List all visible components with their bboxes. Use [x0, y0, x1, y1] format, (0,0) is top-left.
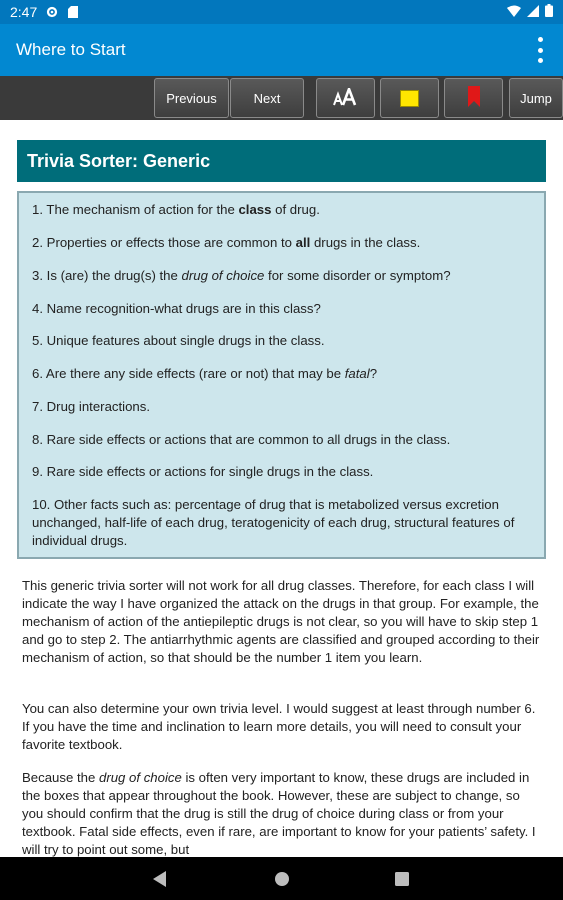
- bookmark-icon: [467, 86, 481, 111]
- note-icon: [400, 90, 419, 107]
- next-button[interactable]: Next: [230, 78, 304, 118]
- trivia-item: 1. The mechanism of action for the class of drug.: [32, 202, 320, 217]
- body-paragraph: Because the drug of choice is often very important to know, these drugs are included in the boxes that appear throughout the book. However, these are subject to change, so you should confirm that the drug is still the drug of choice during class or from your textbook. Fatal side effects, even if rare, are important to know for your patients’ safety. I will try to point out some, but: [22, 770, 536, 857]
- app-bar: [0, 24, 563, 76]
- trivia-item: 3. Is (are) the drug(s) the drug of choice for some disorder or symptom?: [32, 268, 451, 283]
- toolbar: [0, 76, 563, 120]
- trivia-item: 7. Drug interactions.: [32, 399, 151, 414]
- overflow-menu-icon[interactable]: [535, 37, 545, 63]
- home-icon[interactable]: [270, 867, 294, 891]
- trivia-list-box: [17, 191, 546, 559]
- sd-card-icon: [67, 6, 79, 18]
- trivia-item: 8. Rare side effects or actions that are common to all drugs in the class.: [32, 432, 451, 447]
- jump-button[interactable]: Jump: [509, 78, 563, 118]
- signal-icon: [527, 4, 539, 20]
- body-paragraph: This generic trivia sorter will not work for all drug classes. Therefore, for each class I will indicate the way I have organized the attack on the drugs in that group. For example, the mechanism of action of the antiepileptic drugs is not clear, so you will have to skip step 1 and go to step 2. The antiarrhythmic agents are classified and grouped according to their mechanism of action, so that should be the number 1 item you learn.: [22, 578, 540, 665]
- status-left: [10, 4, 79, 20]
- content-area[interactable]: [0, 120, 563, 857]
- trivia-item: 4. Name recognition-what drugs are in this class?: [32, 301, 321, 316]
- bookmark-button[interactable]: [444, 78, 503, 118]
- note-button[interactable]: [380, 78, 439, 118]
- gear-icon: [46, 6, 58, 18]
- trivia-item: 10. Other facts such as: percentage of drug that is metabolized versus excretion unchanged, half-life of each drug, teratogenicity of each drug, structural features of individual drugs.: [32, 497, 515, 548]
- app-title: Where to Start: [16, 40, 126, 59]
- status-right: [507, 4, 553, 20]
- wifi-icon: [507, 4, 521, 20]
- trivia-item: 6. Are there any side effects (rare or not) that may be fatal?: [32, 366, 378, 381]
- body-paragraph: You can also determine your own trivia level. I would suggest at least through number 6. If you have the time and inclination to learn more details, you will need to consult your favorite textbook.: [22, 701, 536, 752]
- battery-icon: [545, 4, 553, 20]
- status-bar: [0, 0, 563, 24]
- previous-button[interactable]: Previous: [154, 78, 229, 118]
- section-title: Trivia Sorter: Generic: [17, 140, 546, 182]
- trivia-item: 9. Rare side effects or actions for single drugs in the class.: [32, 464, 374, 479]
- font-size-icon: [333, 88, 359, 109]
- back-icon[interactable]: [148, 867, 172, 891]
- navigation-bar: [0, 857, 563, 900]
- trivia-item: 2. Properties or effects those are common to all drugs in the class.: [32, 235, 421, 250]
- font-size-button[interactable]: [316, 78, 375, 118]
- trivia-item: 5. Unique features about single drugs in the class.: [32, 333, 325, 348]
- status-time: 2:47: [10, 4, 38, 20]
- recents-icon[interactable]: [390, 867, 414, 891]
